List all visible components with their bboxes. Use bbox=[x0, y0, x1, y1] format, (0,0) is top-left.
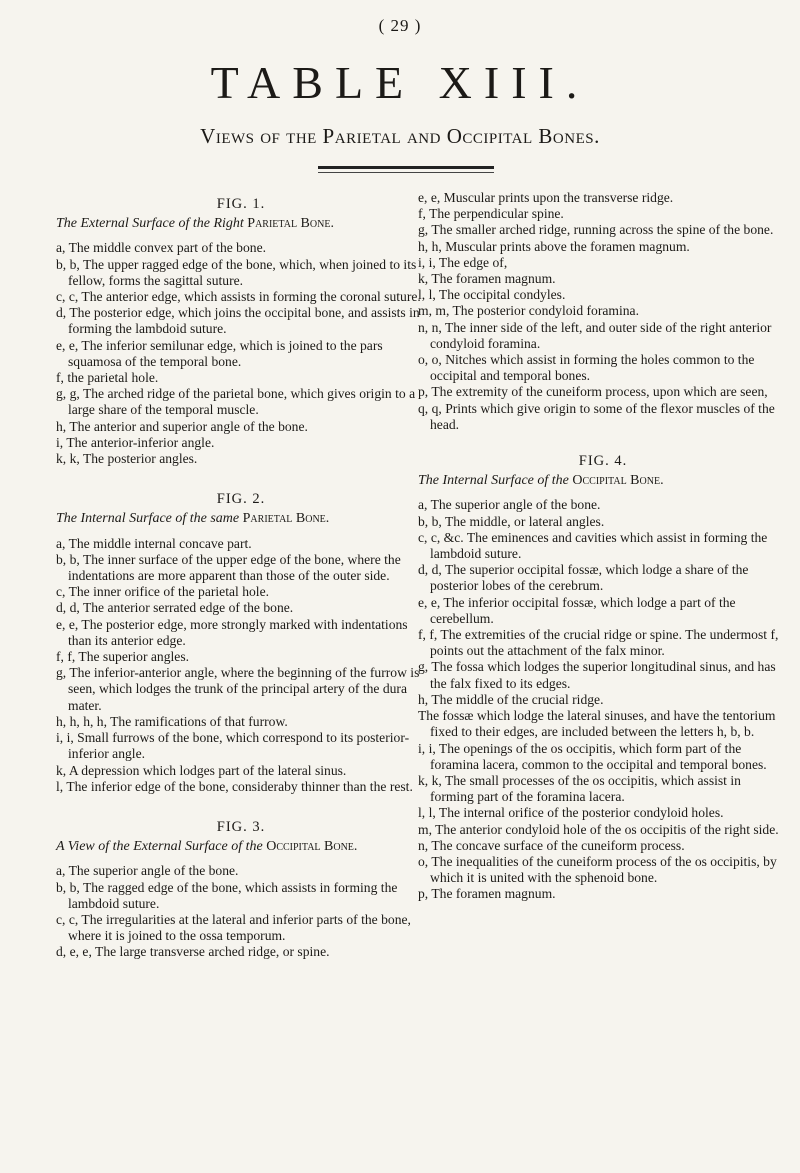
legend-entry: p, The extremity of the cuneiform process, upon which are seen, bbox=[418, 384, 768, 400]
legend-entry: h, h, h, h, The ramifications of that furrow. bbox=[56, 713, 288, 729]
legend-entry: i, The anterior-inferior angle. bbox=[56, 434, 215, 450]
legend-entry: d, The posterior edge, which joins the occipital bone, and assists in forming the lambdoid suture. bbox=[56, 305, 420, 337]
figure-3-entries-left bbox=[56, 863, 426, 960]
right-column bbox=[418, 190, 788, 903]
legend-entry: h, The middle of the crucial ridge. bbox=[418, 691, 604, 707]
figure-2-legend bbox=[56, 491, 426, 795]
legend-entry: b, b, The upper ragged edge of the bone, which, when joined to its fellow, forms the sagittal suture. bbox=[56, 256, 417, 288]
legend-entry: a, The superior angle of the bone. bbox=[56, 863, 239, 879]
legend-entry: f, the parietal hole. bbox=[56, 370, 159, 386]
legend-entry: f, f, The extremities of the crucial ridge or spine. The undermost f, points out the attachment of the falx minor. bbox=[418, 627, 779, 659]
legend-entry: c, c, The irregularities at the lateral and inferior parts of the bone, where it is joined to the ossa temporum. bbox=[56, 911, 411, 944]
figure-2-entries bbox=[56, 536, 426, 795]
legend-entry: l, l, The internal orifice of the posterior condyloid holes. bbox=[418, 805, 724, 821]
legend-entry: e, e, Muscular prints upon the transverse ridge. bbox=[418, 190, 674, 205]
legend-entry: g, The fossa which lodges the superior longitudinal sinus, and has the falx fixed to its edges. bbox=[418, 659, 776, 691]
legend-entry: i, i, The edge of, bbox=[418, 254, 508, 270]
legend-entry: k, k, The small processes of the os occipitis, which assist in forming part of the foramina lacera. bbox=[418, 772, 741, 805]
legend-entry: k, k, The posterior angles. bbox=[56, 451, 198, 467]
legend-entry: g, g, The arched ridge of the parietal bone, which gives origin to a large share of the temporal muscle. bbox=[56, 386, 416, 418]
legend-entry: k, The foramen magnum. bbox=[418, 271, 556, 287]
legend-entry: a, The superior angle of the bone. bbox=[418, 497, 601, 513]
legend-entry: f, The perpendicular spine. bbox=[418, 206, 564, 222]
title-rule-thin bbox=[318, 172, 494, 173]
legend-entry: l, l, The occipital condyles. bbox=[418, 287, 566, 303]
legend-entry: i, i, Small furrows of the bone, which correspond to its posterior-inferior angle. bbox=[56, 730, 410, 762]
legend-entry: n, The concave surface of the cuneiform process. bbox=[418, 837, 685, 853]
figure-3-entries-right bbox=[418, 190, 788, 433]
figure-3-legend bbox=[56, 819, 426, 961]
legend-entry: d, e, e, The large transverse arched ridge, or spine. bbox=[56, 944, 330, 960]
legend-entry: a, The middle internal concave part. bbox=[56, 535, 252, 551]
legend-entry: i, i, The openings of the os occipitis, which form part of the foramina lacera, common to the occipital and temporal bones. bbox=[418, 740, 767, 772]
legend-entry: f, f, The superior angles. bbox=[56, 649, 190, 665]
figure-1-caption: The External Surface of the Right Parietal Bone. bbox=[56, 216, 334, 232]
plate-subtitle: Views of the Parietal and Occipital Bones. bbox=[200, 124, 600, 148]
legend-entry: e, e, The posterior edge, more strongly marked with indentations than its anterior edge. bbox=[56, 616, 408, 648]
plate-title: TABLE XIII. bbox=[210, 57, 590, 108]
figure-4-legend bbox=[418, 453, 788, 902]
figure-3-caption: A View of the External Surface of the Occipital Bone. bbox=[56, 839, 358, 855]
legend-entry: d, d, The superior occipital fossæ, which lodge a share of the posterior lobes of the cerebrum. bbox=[418, 562, 749, 594]
legend-entry: o, The inequalities of the cuneiform process of the os occipitis, by which it is united with the sphenoid bone. bbox=[418, 853, 777, 886]
legend-entry: c, c, The anterior edge, which assists in forming the coronal suture. bbox=[56, 289, 421, 305]
legend-entry: p, The foramen magnum. bbox=[418, 886, 556, 902]
legend-entry: l, The inferior edge of the bone, consideraby thinner than the rest. bbox=[56, 778, 413, 794]
legend-entry: e, e, The inferior occipital fossæ, which lodge a part of the cerebellum. bbox=[418, 594, 736, 626]
legend-entry: c, c, &c. The eminences and cavities which assist in forming the lambdoid suture. bbox=[418, 529, 768, 562]
legend-entry: b, b, The middle, or lateral angles. bbox=[418, 513, 605, 529]
legend-entry: k, A depression which lodges part of the lateral sinus. bbox=[56, 762, 347, 778]
legend-entry: b, b, The inner surface of the upper edge of the bone, where the indentations are more apparent than those of the outer side. bbox=[56, 551, 401, 584]
legend-entry: o, o, Nitches which assist in forming the holes common to the occipital and temporal bones. bbox=[418, 352, 755, 384]
figure-1-heading: FIG. 1. bbox=[216, 196, 266, 212]
figure-4-heading: FIG. 4. bbox=[578, 453, 628, 470]
figure-4-entries bbox=[418, 497, 788, 902]
legend-entry: m, The anterior condyloid hole of the os occipitis of the right side. bbox=[418, 821, 779, 837]
legend-entry: c, The inner orifice of the parietal hole. bbox=[56, 584, 269, 600]
figure-1-entries bbox=[56, 240, 426, 467]
legend-entry: The fossæ which lodge the lateral sinuses, and have the tentorium fixed to their edges, are included between the letters h, b, b. bbox=[418, 708, 776, 740]
legend-entry: a, The middle convex part of the bone. bbox=[56, 240, 267, 256]
legend-entry: h, h, Muscular prints above the foramen magnum. bbox=[418, 238, 690, 254]
legend-entry: d, d, The anterior serrated edge of the bone. bbox=[56, 600, 294, 616]
legend-entry: n, n, The inner side of the left, and outer side of the right anterior condyloid foramina. bbox=[418, 319, 772, 351]
left-column bbox=[56, 186, 426, 961]
legend-entry: e, e, The inferior semilunar edge, which is joined to the pars squamosa of the temporal bone. bbox=[56, 337, 383, 369]
legend-entry: g, The inferior-anterior angle, where the beginning of the furrow is seen, which lodges the trunk of the principal artery of the dura mater. bbox=[56, 665, 420, 713]
legend-entry: b, b, The ragged edge of the bone, which assists in forming the lambdoid suture. bbox=[56, 879, 398, 911]
page-number: ( 29 ) bbox=[378, 16, 422, 35]
legend-entry: g, The smaller arched ridge, running across the spine of the bone. bbox=[418, 222, 774, 238]
legend-entry: q, q, Prints which give origin to some of the flexor muscles of the head. bbox=[418, 400, 775, 432]
legend-entry: m, m, The posterior condyloid foramina. bbox=[418, 303, 639, 319]
figure-1-legend bbox=[56, 196, 426, 467]
title-rule bbox=[318, 166, 494, 169]
legend-entry: h, The anterior and superior angle of the bone. bbox=[56, 418, 308, 434]
figure-4-caption: The Internal Surface of the Occipital Bone. bbox=[418, 473, 664, 489]
figure-2-heading: FIG. 2. bbox=[216, 491, 266, 508]
figure-2-caption: The Internal Surface of the same Parietal Bone. bbox=[56, 511, 330, 527]
figure-3-heading: FIG. 3. bbox=[216, 818, 266, 835]
